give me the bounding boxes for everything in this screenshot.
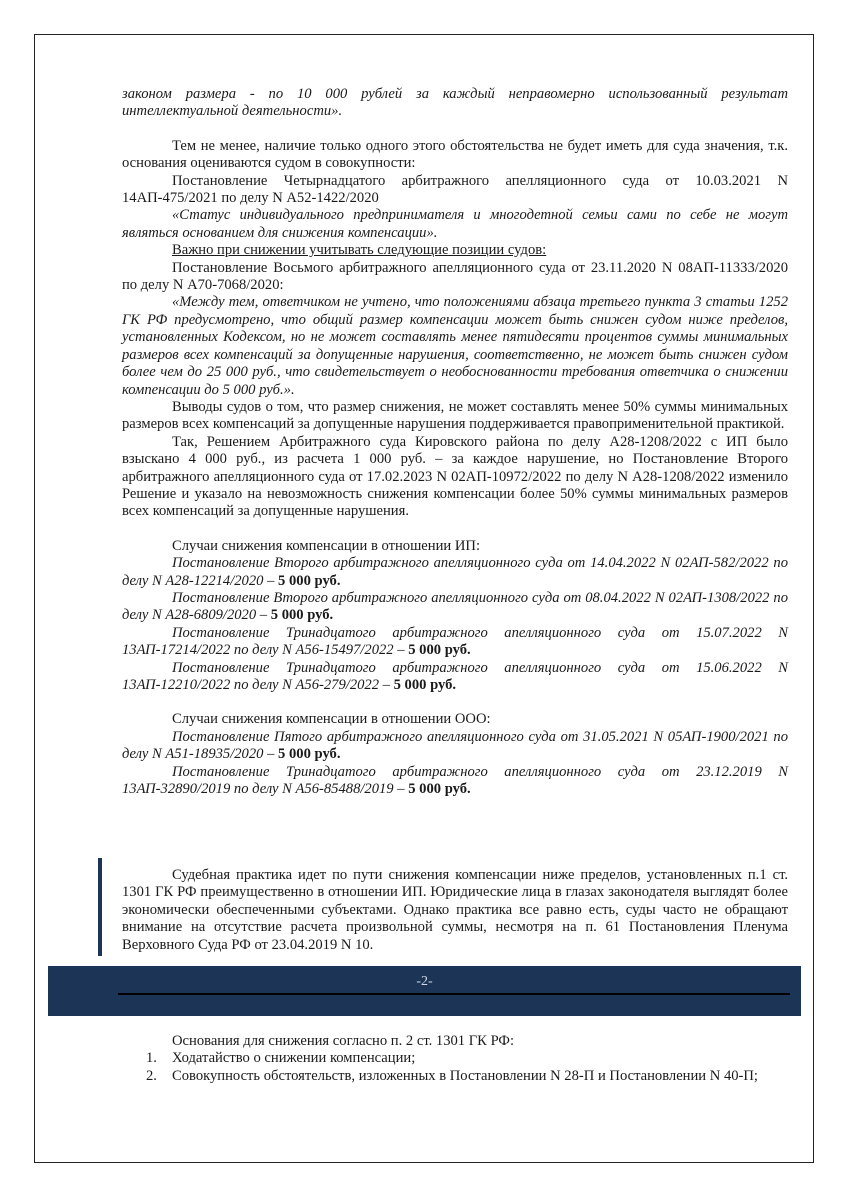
- ip-case: [122, 625, 788, 660]
- ip-case-text: Постановление Тринадцатого арбитражного апелляционного суда от 15.06.2022 N 13АП-12210/2022 по делу N А56-279/2022 –: [122, 659, 788, 693]
- ooo-case-amount: 5 000 руб.: [278, 746, 341, 763]
- grounds-list-item: [122, 1068, 788, 1085]
- case1-reference: Постановление Четырнадцатого арбитражного апелляционного суда от 10.03.2021 N 14АП-475/2021 по делу N А52-1422/2020: [122, 172, 788, 207]
- ooo-case-text: Постановление Тринадцатого арбитражного апелляционного суда от 23.12.2019 N 13АП-32890/2019 по делу N А56-85488/2019 –: [122, 763, 788, 798]
- quote-sideline: [98, 858, 102, 956]
- paragraph-conclusion: Выводы судов о том, что размер снижения, не может составлять менее 50% суммы минимальных размеров всех компенсаций за допущенные нарушения поддерживается правоприменительной практикой.: [122, 398, 788, 433]
- paragraph-example: Так, Решением Арбитражного суда Кировского района по делу А28-1208/2022 с ИП было взыскано 4 000 руб., из расчета 1 000 руб. – за каждое нарушение, но Постановление Второго арбитражного апелляционного суда от 17.02.2023 N 02АП-10972/2022 по делу N А28-1208/2022 изменило Решение и указало на невозможность снижения компенсации более 50% суммы минимальных размеров всех компенсаций за допущенные нарушения.: [122, 433, 788, 520]
- ip-case-text: Постановление Второго арбитражного апелляционного суда от 14.04.2022 N 02АП-582/2022 по делу N А28-12214/2020 –: [122, 555, 788, 589]
- ip-case-amount: 5 000 руб.: [270, 607, 334, 624]
- ooo-case: [122, 729, 788, 764]
- page2-body: [122, 1033, 788, 1085]
- grounds-intro: Основания для снижения согласно п. 2 ст. 1301 ГК РФ:: [172, 1033, 515, 1049]
- page1-body: [122, 86, 788, 798]
- list-text: Совокупность обстоятельств, изложенных в Постановлении N 28-П и Постановлении N 40-П;: [172, 1067, 758, 1084]
- list-number: 2.: [146, 1067, 157, 1084]
- ooo-case-text: Постановление Пятого арбитражного апелляционного суда от 31.05.2021 N 05АП-1900/2021 по делу N А51-18935/2020 –: [122, 728, 788, 763]
- case2-reference: Постановление Восьмого арбитражного апелляционного суда от 23.11.2020 N 08АП-11333/2020 по делу N А70-7068/2020:: [122, 259, 788, 294]
- grounds-list: [122, 1050, 788, 1085]
- important-heading: Важно при снижении учитывать следующие позиции судов:: [172, 242, 547, 259]
- case2-quote: «Между тем, ответчиком не учтено, что положениями абзаца третьего пункта 3 статьи 1252 ГК РФ предусмотрено, что общий размер компенсации может быть снижен судом ниже пределов, установленных Кодексом, но не может составлять менее пятидесяти процентов суммы минимальных размеров всех компенсаций за допущенные нарушения, соответственно, не может быть снижен судом более чем до 25 000 руб., что свидетельствует о необоснованности требования ответчика о снижении компенсации до 5 000 руб.».: [122, 294, 788, 398]
- grounds-list-item: [122, 1050, 788, 1067]
- ooo-case: [122, 764, 788, 799]
- footer-divider: [118, 993, 790, 995]
- ip-cases-heading: Случаи снижения компенсации в отношении ИП:: [172, 537, 481, 554]
- paragraph-intro: Тем не менее, наличие только одного этого обстоятельства не будет иметь для суда значения, т.к. основания оцениваются судом в совокупности:: [122, 137, 788, 172]
- ip-case-text: Постановление Тринадцатого арбитражного апелляционного суда от 15.07.2022 N 13АП-17214/2022 по делу N А56-15497/2022 –: [122, 624, 788, 659]
- ip-case-text: Постановление Второго арбитражного апелляционного суда от 08.04.2022 N 02АП-1308/2022 по делу N А28-6809/2020 –: [122, 589, 788, 624]
- paragraph-top: законом размера - по 10 000 рублей за каждый неправомерно использованный результат интеллектуальной деятельности».: [122, 86, 788, 120]
- ip-case: [122, 660, 788, 695]
- ooo-case-amount: 5 000 руб.: [408, 781, 471, 798]
- ip-case: [122, 590, 788, 625]
- page-number: -2-: [416, 974, 433, 989]
- list-number: 1.: [146, 1050, 157, 1067]
- ip-case-amount: 5 000 руб.: [393, 677, 457, 693]
- practice-block: [122, 867, 788, 954]
- paragraph-practice: Судебная практика идет по пути снижения компенсации ниже пределов, установленных п.1 ст. 1301 ГК РФ преимущественно в отношении ИП. Юридические лица в глазах законодателя выглядят более экономически обеспеченными субъектами. Однако практика все равно есть, суды часто не обращают внимание на отсутствие расчета произвольной суммы, несмотря на п. 61 Постановления Пленума Верховного Суда РФ от 23.04.2019 N 10.: [122, 867, 788, 953]
- ip-case-amount: 5 000 руб.: [408, 642, 471, 659]
- case1-quote: «Статус индивидуального предпринимателя и многодетной семьи сами по себе не могут являться основанием для снижения компенсации».: [122, 207, 788, 241]
- ip-case: [122, 555, 788, 590]
- ip-case-amount: 5 000 руб.: [278, 572, 341, 589]
- list-text: Ходатайство о снижении компенсации;: [172, 1050, 416, 1067]
- ooo-cases-heading: Случаи снижения компенсации в отношении ООО:: [172, 711, 491, 728]
